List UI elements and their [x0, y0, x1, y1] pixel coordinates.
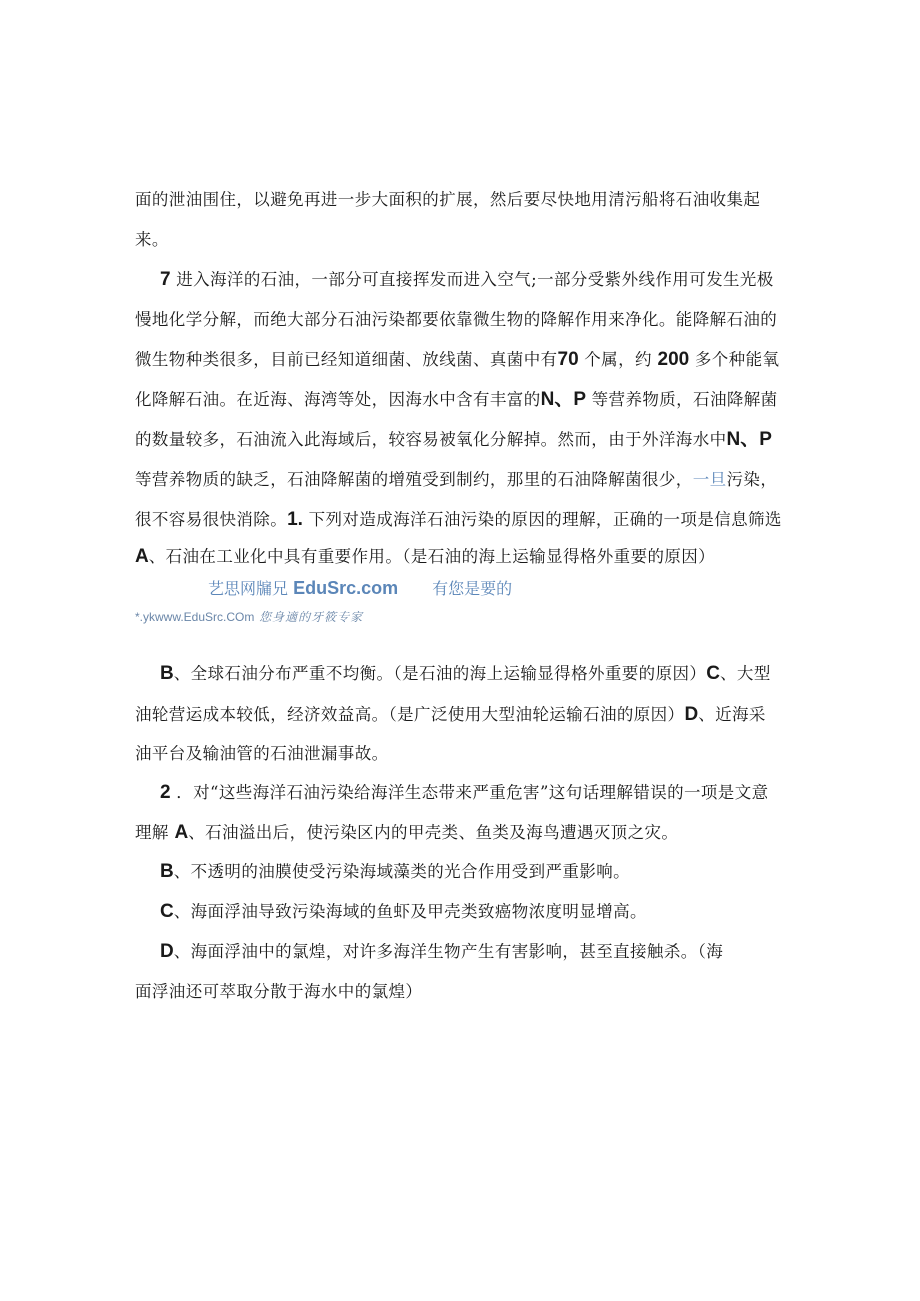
watermark-domain[interactable]: EduSrc.com — [293, 578, 399, 598]
inline-link[interactable]: 一旦 — [692, 470, 727, 489]
text: 、不透明的油膜使受污染海域藻类的光合作用受到严重影响。 — [173, 862, 631, 881]
p2-line-3 — [135, 349, 779, 371]
option-label: C — [160, 901, 174, 922]
option-label: D — [684, 704, 699, 725]
option-label: A — [174, 822, 189, 843]
text: 、海面浮油导致污染海域的鱼虾及甲壳类致癌物浓度明显增高。 — [173, 902, 647, 921]
watermark-tagline: 您身適的牙筱专家 — [254, 610, 364, 624]
p2-line-4 — [135, 389, 778, 411]
q2-option-d — [160, 941, 723, 963]
watermark-url-line[interactable] — [135, 608, 363, 626]
watermark-site-name[interactable]: 艺思网牖兄 — [208, 579, 294, 598]
text: 来。 — [135, 230, 169, 249]
option-c-line — [135, 704, 766, 726]
q2-line-2 — [135, 822, 678, 844]
text: 面的泄油围住，以避免再进一步大面积的扩展，然后要尽快地用清污船将石油收集起 — [135, 190, 761, 209]
text: 慢地化学分解，而绝大部分石油污染都要依靠微生物的降解作用来净化。能降解石油的 — [135, 310, 778, 329]
text: 个属，约 — [578, 350, 658, 369]
text: 进入海洋的石油，一部分可直接挥发而进入空气;一部分受紫外线作用可发生光极 — [170, 270, 774, 289]
text: 等营养物质，石油降解菌 — [586, 390, 778, 409]
p1-line-2 — [135, 229, 169, 251]
text: 、石油在工业化中具有重要作用。（是石油的海上运输显得格外重要的原因） — [148, 547, 716, 566]
text: 、海面浮油中的氯煌，对许多海洋生物产生有害影响，甚至直接触杀。（海 — [173, 942, 724, 961]
text: 的数量较多，石油流入此海域后，较容易被氧化分解掉。然而，由于外洋海水中 — [135, 430, 727, 449]
q2-option-b — [160, 861, 630, 883]
text: 油平台及输油管的石油泄漏事故。 — [135, 744, 389, 763]
text: 油轮营运成本较低，经济效益高。（是广泛使用大型油轮运输石油的原因） — [135, 705, 685, 724]
q2-option-c — [160, 901, 647, 923]
question-number: 2 — [160, 782, 171, 803]
option-label: B — [160, 861, 174, 882]
p1-line-1 — [135, 189, 760, 211]
option-label: A — [135, 546, 149, 567]
number-70: 70 — [557, 349, 579, 370]
watermark-url[interactable]: *.ykwww.EduSrc.COm — [135, 610, 255, 624]
text: 化降解石油。在近海、海湾等处，因海水中含有丰富的 — [135, 390, 541, 409]
q2-option-d-cont — [135, 981, 422, 1003]
n-p-label: N、P — [726, 429, 772, 450]
text: 微生物种类很多，目前已经知道细菌、放线菌、真菌中有 — [135, 350, 558, 369]
p2-line-5 — [135, 429, 772, 451]
text: 很不容易很快消除。 — [135, 510, 288, 529]
text: 理解 — [135, 823, 175, 842]
paragraph-number: 7 — [160, 269, 171, 290]
option-b-line — [160, 663, 771, 685]
option-label: B — [160, 663, 174, 684]
option-label: C — [706, 663, 721, 684]
text: 多个种能氧 — [689, 350, 780, 369]
p2-line-1 — [160, 269, 774, 291]
text: ．对“这些海洋石油污染给海洋生态带来严重危害”这句话理解错误的一项是文意 — [170, 783, 769, 802]
p2-line-7 — [135, 509, 782, 531]
option-label: D — [160, 941, 174, 962]
question-number: 1. — [287, 509, 303, 530]
text: 、大型 — [720, 664, 771, 683]
p2-line-6 — [135, 469, 777, 491]
text: 等营养物质的缺乏，石油降解菌的增殖受到制约，那里的石油降解菌很少， — [135, 470, 693, 489]
n-p-label: N、P — [540, 389, 587, 410]
text: 面浮油还可萃取分散于海水中的氯煌） — [135, 982, 423, 1001]
number-200: 200 — [657, 349, 690, 370]
text: 、全球石油分布严重不均衡。（是石油的海上运输显得格外重要的原因） — [173, 664, 707, 683]
watermark-slogan[interactable]: 有您是要的 — [432, 579, 513, 598]
watermark-banner[interactable] — [208, 577, 512, 600]
q2-line-1 — [160, 782, 769, 804]
text: 下列对造成海洋石油污染的原因的理解，正确的一项是信息筛选 — [302, 510, 782, 529]
p2-line-2 — [135, 309, 777, 331]
text: 、石油溢出后，使污染区内的甲壳类、鱼类及海鸟遭遇灭顶之灾。 — [188, 823, 679, 842]
option-a-line — [135, 546, 715, 568]
text: 污染， — [726, 470, 778, 489]
text: 、近海采 — [698, 705, 766, 724]
option-d-line — [135, 743, 389, 765]
